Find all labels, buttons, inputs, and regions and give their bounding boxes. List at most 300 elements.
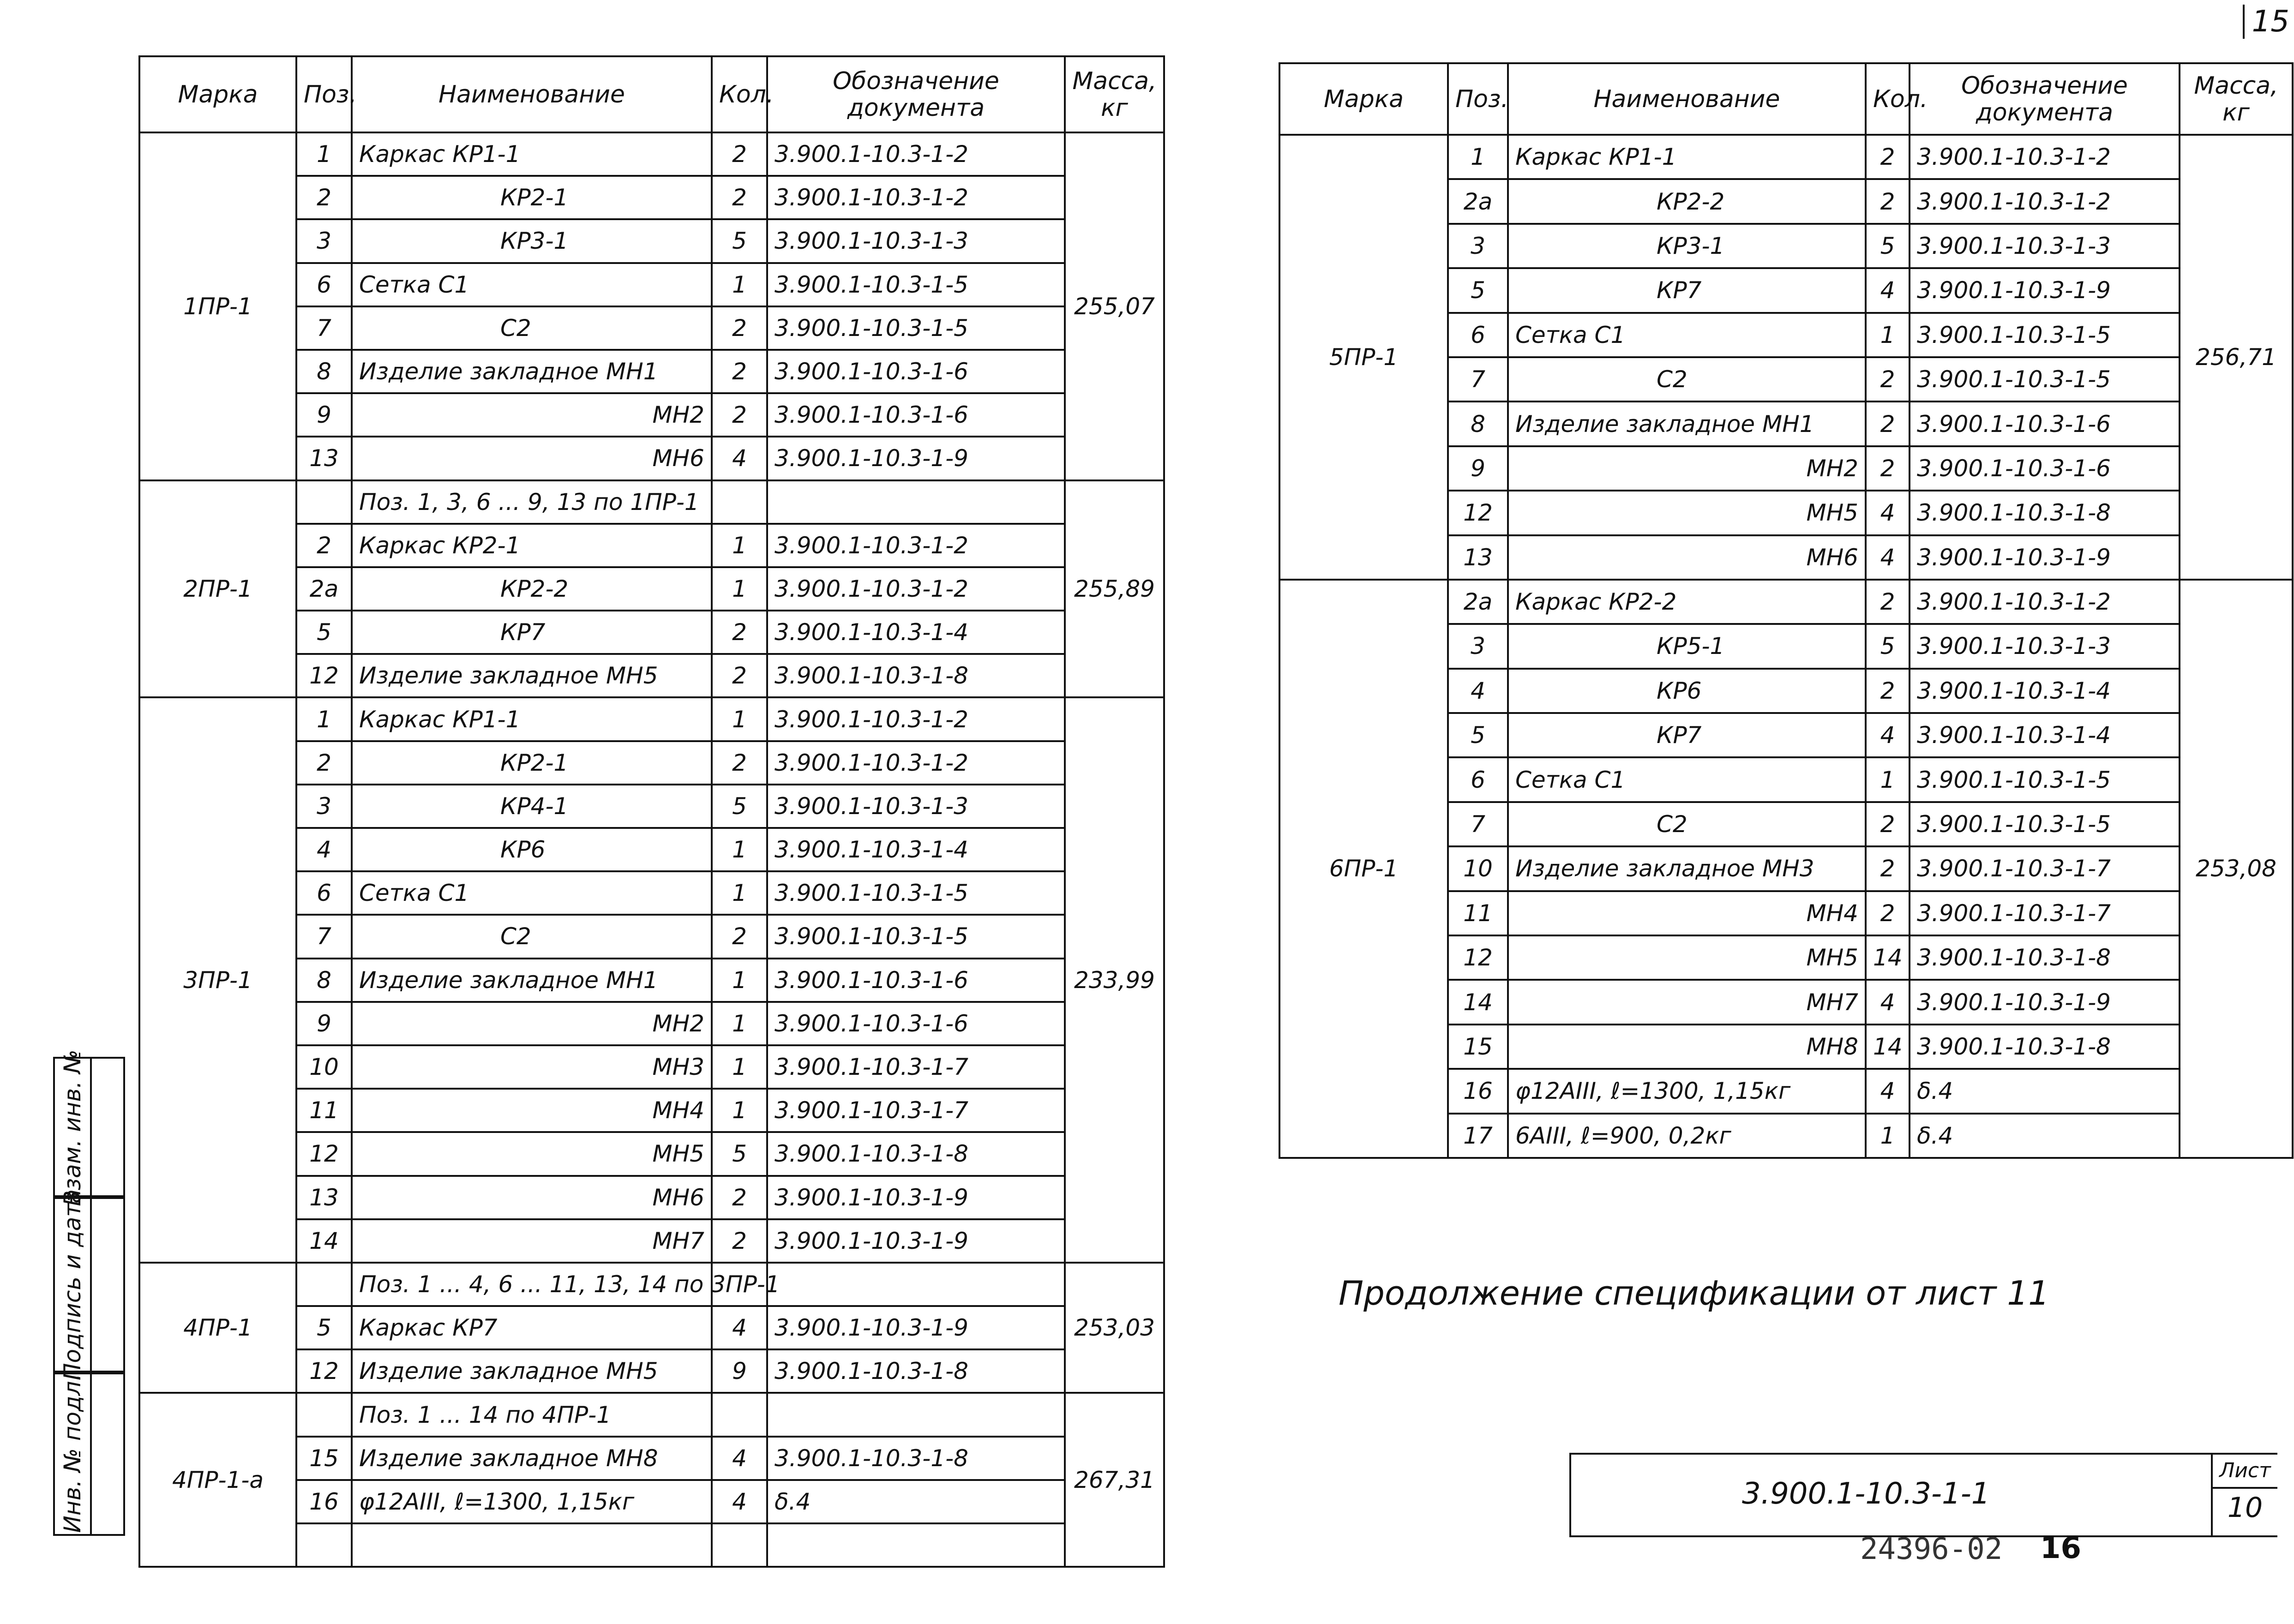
qty-cell: 2 <box>1866 135 1910 179</box>
name-cell <box>352 437 712 480</box>
pos-cell: 6 <box>296 871 352 915</box>
pos-cell: 9 <box>296 393 352 437</box>
name-cell <box>352 1349 712 1393</box>
qty-cell: 4 <box>712 1437 767 1480</box>
name-cell <box>352 654 712 697</box>
name-cell <box>352 611 712 654</box>
name-cell <box>352 915 712 958</box>
name-cell <box>1508 357 1866 402</box>
doc-cell: 3.900.1-10.3-1-5 <box>767 263 1065 306</box>
name-cell <box>352 393 712 437</box>
pos-cell: 13 <box>296 1176 352 1219</box>
col-pos: Поз. <box>1448 63 1508 135</box>
name-cell <box>352 871 712 915</box>
doc-cell: 3.900.1-10.3-1-9 <box>1910 535 2180 580</box>
name-cell <box>352 741 712 785</box>
marka-cell: 5ПР-1 <box>1279 135 1448 580</box>
name-cell <box>352 567 712 611</box>
pos-cell: 12 <box>296 1349 352 1393</box>
qty-cell: 2 <box>712 176 767 219</box>
spec-table-right <box>1279 62 2294 1159</box>
doc-cell: 3.900.1-10.3-1-5 <box>1910 802 2180 846</box>
qty-cell: 2 <box>712 306 767 350</box>
qty-cell: 1 <box>712 1045 767 1089</box>
doc-cell: 3.900.1-10.3-1-9 <box>767 1219 1065 1263</box>
name-text: Каркас КР2-2 <box>1515 588 1677 616</box>
name-cell <box>1508 935 1866 980</box>
name-text: МН6 <box>1806 544 1858 571</box>
qty-cell: 4 <box>1866 491 1910 535</box>
qty-cell: 5 <box>712 219 767 263</box>
name-cell <box>352 1176 712 1219</box>
doc-cell: 3.900.1-10.3-1-2 <box>767 697 1065 741</box>
qty-cell: 14 <box>1866 935 1910 980</box>
spec-table-left <box>138 55 1165 1568</box>
pos-cell: 5 <box>1448 268 1508 312</box>
name-cell <box>352 785 712 828</box>
name-cell <box>352 1045 712 1089</box>
pos-cell: 2а <box>1448 580 1508 624</box>
qty-cell: 5 <box>712 1132 767 1175</box>
doc-cell: δ.4 <box>1910 1114 2180 1158</box>
qty-cell: 1 <box>712 263 767 306</box>
qty-cell: 4 <box>1866 535 1910 580</box>
name-text: КР7 <box>1657 277 1702 304</box>
doc-cell: 3.900.1-10.3-1-4 <box>767 611 1065 654</box>
archive-number: 24396-02 <box>1860 1532 2003 1566</box>
pos-cell: 6 <box>1448 313 1508 357</box>
qty-cell: 4 <box>712 437 767 480</box>
name-text: МН6 <box>652 445 704 472</box>
name-cell <box>352 1002 712 1045</box>
doc-cell: 3.900.1-10.3-1-5 <box>1910 357 2180 402</box>
title-block-stamp <box>1569 1453 2277 1537</box>
pos-cell: 7 <box>296 306 352 350</box>
pos-cell: 2 <box>296 176 352 219</box>
side-stamp-field <box>88 1371 125 1536</box>
doc-cell: 3.900.1-10.3-1-7 <box>1910 846 2180 891</box>
qty-cell: 4 <box>1866 980 1910 1024</box>
qty-cell: 2 <box>1866 669 1910 713</box>
doc-cell: 3.900.1-10.3-1-8 <box>1910 491 2180 535</box>
name-text: КР6 <box>1657 677 1702 704</box>
name-text: С2 <box>1657 811 1687 838</box>
pos-cell: 12 <box>1448 491 1508 535</box>
mass-cell: 253,03 <box>1065 1263 1164 1393</box>
mass-cell: 255,07 <box>1065 132 1164 480</box>
name-text: МН8 <box>1806 1033 1858 1060</box>
name-text: КР2-1 <box>500 749 569 776</box>
side-stamp-field <box>88 1195 125 1374</box>
doc-cell: δ.4 <box>1910 1069 2180 1113</box>
name-text: Каркас КР1-1 <box>359 706 521 733</box>
doc-cell <box>767 1393 1065 1436</box>
pos-cell: 6 <box>296 263 352 306</box>
pos-cell: 14 <box>296 1219 352 1263</box>
name-cell <box>1508 980 1866 1024</box>
doc-cell: 3.900.1-10.3-1-9 <box>1910 980 2180 1024</box>
name-cell <box>352 1480 712 1523</box>
col-name: Наименование <box>1508 63 1866 135</box>
doc-cell: 3.900.1-10.3-1-9 <box>767 1306 1065 1349</box>
name-cell <box>352 1393 712 1436</box>
pos-cell: 13 <box>1448 535 1508 580</box>
name-text: КР3-1 <box>1657 232 1725 259</box>
mass-cell: 233,99 <box>1065 697 1164 1262</box>
doc-cell: 3.900.1-10.3-1-5 <box>767 871 1065 915</box>
marka-cell: 3ПР-1 <box>139 697 296 1262</box>
doc-cell: 3.900.1-10.3-1-8 <box>767 654 1065 697</box>
doc-cell: 3.900.1-10.3-1-7 <box>767 1045 1065 1089</box>
qty-cell: 2 <box>712 611 767 654</box>
marka-cell: 4ПР-1-а <box>139 1393 296 1567</box>
name-text: Изделие закладное МН3 <box>1515 855 1814 882</box>
name-cell <box>1508 268 1866 312</box>
name-cell <box>1508 1114 1866 1158</box>
table-row <box>139 1263 1164 1306</box>
qty-cell: 4 <box>712 1306 767 1349</box>
name-text: Каркас КР1-1 <box>1515 144 1677 171</box>
doc-cell: 3.900.1-10.3-1-2 <box>1910 580 2180 624</box>
pos-cell: 11 <box>1448 891 1508 935</box>
table-row <box>139 132 1164 176</box>
qty-cell: 2 <box>712 1176 767 1219</box>
doc-cell: 3.900.1-10.3-1-5 <box>1910 313 2180 357</box>
name-cell <box>1508 535 1866 580</box>
qty-cell: 9 <box>712 1349 767 1393</box>
name-cell <box>1508 624 1866 668</box>
name-cell <box>352 524 712 567</box>
table-row <box>139 480 1164 524</box>
doc-cell: 3.900.1-10.3-1-3 <box>767 219 1065 263</box>
name-text: КР7 <box>500 619 546 646</box>
pos-cell: 6 <box>1448 757 1508 802</box>
name-text: КР6 <box>500 836 546 863</box>
inv-replace-cell: Взам. инв. № <box>53 1057 92 1199</box>
name-cell <box>352 306 712 350</box>
pos-cell: 3 <box>296 785 352 828</box>
doc-cell: 3.900.1-10.3-1-4 <box>767 828 1065 871</box>
doc-cell: 3.900.1-10.3-1-9 <box>767 1176 1065 1219</box>
pos-cell: 1 <box>296 132 352 176</box>
marka-cell: 6ПР-1 <box>1279 580 1448 1158</box>
doc-cell: 3.900.1-10.3-1-9 <box>767 437 1065 480</box>
pos-cell: 8 <box>296 350 352 393</box>
name-text: Изделие закладное МН5 <box>359 1358 658 1385</box>
qty-cell: 2 <box>1866 402 1910 446</box>
pos-cell: 17 <box>1448 1114 1508 1158</box>
name-cell <box>1508 179 1866 223</box>
mass-cell: 267,31 <box>1065 1393 1164 1567</box>
qty-cell: 1 <box>712 959 767 1002</box>
qty-cell: 4 <box>1866 713 1910 757</box>
doc-cell: 3.900.1-10.3-1-2 <box>767 741 1065 785</box>
doc-cell: 3.900.1-10.3-1-7 <box>767 1089 1065 1132</box>
pos-cell: 3 <box>296 219 352 263</box>
doc-cell: 3.900.1-10.3-1-2 <box>767 176 1065 219</box>
name-cell <box>1508 802 1866 846</box>
name-text: МН2 <box>652 402 704 429</box>
name-text: 6АIII, ℓ=900, 0,2кг <box>1515 1122 1731 1149</box>
qty-cell: 5 <box>1866 624 1910 668</box>
name-text: Сетка С1 <box>1515 766 1626 793</box>
doc-cell: 3.900.1-10.3-1-2 <box>767 567 1065 611</box>
qty-cell: 2 <box>1866 357 1910 402</box>
doc-cell: 3.900.1-10.3-1-6 <box>767 959 1065 1002</box>
doc-cell: 3.900.1-10.3-1-4 <box>1910 669 2180 713</box>
qty-cell: 1 <box>712 697 767 741</box>
qty-cell: 1 <box>1866 1114 1910 1158</box>
marka-cell: 1ПР-1 <box>139 132 296 480</box>
pos-cell: 15 <box>1448 1025 1508 1069</box>
mass-cell: 255,89 <box>1065 480 1164 698</box>
name-text: φ12АIII, ℓ=1300, 1,15кг <box>1515 1078 1791 1105</box>
qty-cell: 2 <box>712 393 767 437</box>
name-cell <box>1508 491 1866 535</box>
qty-cell: 2 <box>1866 179 1910 223</box>
name-text: МН6 <box>652 1184 704 1211</box>
pos-cell: 11 <box>296 1089 352 1132</box>
pos-cell: 1 <box>1448 135 1508 179</box>
pos-cell: 7 <box>1448 802 1508 846</box>
pos-cell: 8 <box>1448 402 1508 446</box>
name-text: Каркас КР1-1 <box>359 141 521 168</box>
name-text: МН3 <box>652 1054 704 1081</box>
name-text: КР2-2 <box>1657 188 1725 215</box>
table-row <box>1279 580 2293 624</box>
col-doc: Обозначение документа <box>767 56 1065 132</box>
name-text: Поз. 1 ... 4, 6 ... 11, 13, 14 по 3ПР-1 <box>359 1270 780 1298</box>
name-text: Каркас КР7 <box>359 1314 498 1342</box>
qty-cell: 5 <box>1866 224 1910 268</box>
mass-cell: 256,71 <box>2180 135 2293 580</box>
side-stamp-field <box>88 1057 125 1199</box>
marka-cell: 2ПР-1 <box>139 480 296 698</box>
name-cell <box>1508 446 1866 491</box>
name-cell <box>352 1523 712 1567</box>
pos-cell: 3 <box>1448 224 1508 268</box>
name-text: МН5 <box>1806 499 1858 527</box>
col-mass: Масса, кг <box>1065 56 1164 132</box>
doc-cell: 3.900.1-10.3-1-8 <box>1910 935 2180 980</box>
table-row <box>1279 135 2293 179</box>
pos-cell: 7 <box>1448 357 1508 402</box>
doc-cell: 3.900.1-10.3-1-8 <box>1910 1025 2180 1069</box>
doc-cell: 3.900.1-10.3-1-6 <box>767 393 1065 437</box>
name-cell <box>352 828 712 871</box>
name-text: МН5 <box>1806 944 1858 971</box>
sheet-cell <box>2211 1455 2277 1535</box>
qty-cell: 2 <box>712 654 767 697</box>
name-cell <box>1508 713 1866 757</box>
name-cell <box>352 1263 780 1306</box>
name-text: Сетка С1 <box>359 271 469 298</box>
doc-cell: 3.900.1-10.3-1-5 <box>1910 757 2180 802</box>
pos-cell: 2а <box>296 567 352 611</box>
pos-cell: 10 <box>1448 846 1508 891</box>
qty-cell: 5 <box>712 785 767 828</box>
col-mass: Масса, кг <box>2180 63 2293 135</box>
name-cell <box>352 480 712 524</box>
pos-cell: 7 <box>296 915 352 958</box>
doc-cell: 3.900.1-10.3-1-3 <box>1910 224 2180 268</box>
name-cell <box>352 263 712 306</box>
doc-cell <box>767 1263 1065 1306</box>
col-marka: Марка <box>1279 63 1448 135</box>
name-text: Изделие закладное МН8 <box>359 1444 658 1472</box>
name-text: КР5-1 <box>1657 633 1725 660</box>
sheet-label: Лист <box>2213 1455 2277 1489</box>
pos-cell: 9 <box>296 1002 352 1045</box>
pos-cell: 3 <box>1448 624 1508 668</box>
name-text: МН5 <box>652 1140 704 1168</box>
doc-cell: 3.900.1-10.3-1-2 <box>1910 135 2180 179</box>
name-cell <box>1508 224 1866 268</box>
pos-cell <box>296 1523 352 1567</box>
name-text: С2 <box>500 314 531 342</box>
qty-cell <box>712 1523 767 1567</box>
name-text: Сетка С1 <box>1515 321 1626 348</box>
doc-cell: 3.900.1-10.3-1-2 <box>767 524 1065 567</box>
qty-cell: 1 <box>1866 313 1910 357</box>
qty-cell <box>712 1393 767 1436</box>
qty-cell: 2 <box>712 915 767 958</box>
pos-cell: 5 <box>296 611 352 654</box>
pos-cell: 4 <box>1448 669 1508 713</box>
qty-cell: 2 <box>1866 446 1910 491</box>
pos-cell: 12 <box>296 654 352 697</box>
doc-cell: 3.900.1-10.3-1-8 <box>767 1437 1065 1480</box>
doc-cell: 3.900.1-10.3-1-3 <box>767 785 1065 828</box>
pos-cell: 12 <box>1448 935 1508 980</box>
name-text: МН4 <box>1806 899 1858 927</box>
signature-date-cell: Подпись и дата <box>53 1195 92 1374</box>
doc-cell: 3.900.1-10.3-1-6 <box>767 350 1065 393</box>
name-cell <box>1508 402 1866 446</box>
doc-cell: δ.4 <box>767 1480 1065 1523</box>
qty-cell: 2 <box>712 350 767 393</box>
name-cell <box>352 959 712 1002</box>
name-text: МН7 <box>652 1227 704 1254</box>
pos-cell: 9 <box>1448 446 1508 491</box>
name-cell <box>352 176 712 219</box>
doc-cell: 3.900.1-10.3-1-3 <box>1910 624 2180 668</box>
doc-cell: 3.900.1-10.3-1-6 <box>1910 446 2180 491</box>
name-cell <box>1508 669 1866 713</box>
qty-cell: 4 <box>1866 1069 1910 1113</box>
col-pos: Поз. <box>296 56 352 132</box>
col-marka: Марка <box>139 56 296 132</box>
doc-cell: 3.900.1-10.3-1-4 <box>1910 713 2180 757</box>
document-code: 3.900.1-10.3-1-1 <box>1742 1477 1990 1511</box>
pos-cell: 14 <box>1448 980 1508 1024</box>
doc-cell: 3.900.1-10.3-1-8 <box>767 1132 1065 1175</box>
pos-cell: 2 <box>296 524 352 567</box>
side-stamp <box>53 1049 127 1537</box>
name-text: Поз. 1, 3, 6 ... 9, 13 по 1ПР-1 <box>359 488 699 515</box>
pos-cell: 16 <box>296 1480 352 1523</box>
col-qty: Кол. <box>1866 63 1910 135</box>
qty-cell: 2 <box>1866 846 1910 891</box>
qty-cell: 1 <box>712 567 767 611</box>
name-cell <box>352 132 712 176</box>
name-cell <box>352 697 712 741</box>
qty-cell: 2 <box>1866 891 1910 935</box>
pos-cell: 5 <box>1448 713 1508 757</box>
doc-cell: 3.900.1-10.3-1-5 <box>767 915 1065 958</box>
pos-cell: 12 <box>296 1132 352 1175</box>
inv-original-cell: Инв. № подл. <box>53 1371 92 1536</box>
name-cell <box>352 219 712 263</box>
name-cell <box>352 1089 712 1132</box>
doc-cell: 3.900.1-10.3-1-7 <box>1910 891 2180 935</box>
pos-cell: 2 <box>296 741 352 785</box>
name-text: Изделие закладное МН1 <box>1515 410 1814 437</box>
table-row <box>139 697 1164 741</box>
qty-cell: 4 <box>712 1480 767 1523</box>
col-qty: Кол. <box>712 56 767 132</box>
qty-cell <box>712 480 767 524</box>
qty-cell: 14 <box>1866 1025 1910 1069</box>
name-text: Каркас КР2-1 <box>359 532 521 559</box>
sheet-number: 10 <box>2227 1492 2263 1524</box>
name-cell <box>1508 1069 1866 1113</box>
top-right-number: 15 <box>2243 5 2289 39</box>
pos-cell: 4 <box>296 828 352 871</box>
name-cell <box>352 1306 712 1349</box>
pos-cell: 13 <box>296 437 352 480</box>
doc-cell: 3.900.1-10.3-1-9 <box>1910 268 2180 312</box>
col-name: Наименование <box>352 56 712 132</box>
header-row <box>1279 63 2293 135</box>
qty-cell: 1 <box>1866 757 1910 802</box>
right-body <box>1279 135 2293 1158</box>
name-cell <box>352 350 712 393</box>
header-row <box>139 56 1164 132</box>
name-cell <box>1508 580 1866 624</box>
name-text: КР2-2 <box>500 575 569 602</box>
qty-cell: 2 <box>712 132 767 176</box>
pos-cell: 5 <box>296 1306 352 1349</box>
name-text: С2 <box>1657 366 1687 393</box>
name-cell <box>1508 891 1866 935</box>
name-cell <box>1508 846 1866 891</box>
table-row <box>139 1393 1164 1436</box>
doc-cell: 3.900.1-10.3-1-5 <box>767 306 1065 350</box>
name-text: КР3-1 <box>500 228 569 255</box>
name-text: КР7 <box>1657 722 1702 749</box>
name-text: Изделие закладное МН1 <box>359 966 658 994</box>
name-text: КР2-1 <box>500 184 569 211</box>
qty-cell: 2 <box>1866 802 1910 846</box>
name-text: Сетка С1 <box>359 880 469 907</box>
pos-cell <box>296 480 352 524</box>
doc-cell: 3.900.1-10.3-1-6 <box>767 1002 1065 1045</box>
qty-cell: 2 <box>712 1219 767 1263</box>
name-text: МН7 <box>1806 989 1858 1016</box>
qty-cell: 1 <box>712 871 767 915</box>
name-text: Изделие закладное МН1 <box>359 358 658 385</box>
name-text: МН2 <box>1806 455 1858 482</box>
pos-cell: 10 <box>296 1045 352 1089</box>
pos-cell <box>296 1393 352 1436</box>
page-number: 16 <box>2040 1531 2082 1565</box>
name-text: Поз. 1 ... 14 по 4ПР-1 <box>359 1401 611 1428</box>
name-cell <box>352 1132 712 1175</box>
name-cell <box>352 1219 712 1263</box>
qty-cell: 1 <box>712 828 767 871</box>
pos-cell: 2а <box>1448 179 1508 223</box>
